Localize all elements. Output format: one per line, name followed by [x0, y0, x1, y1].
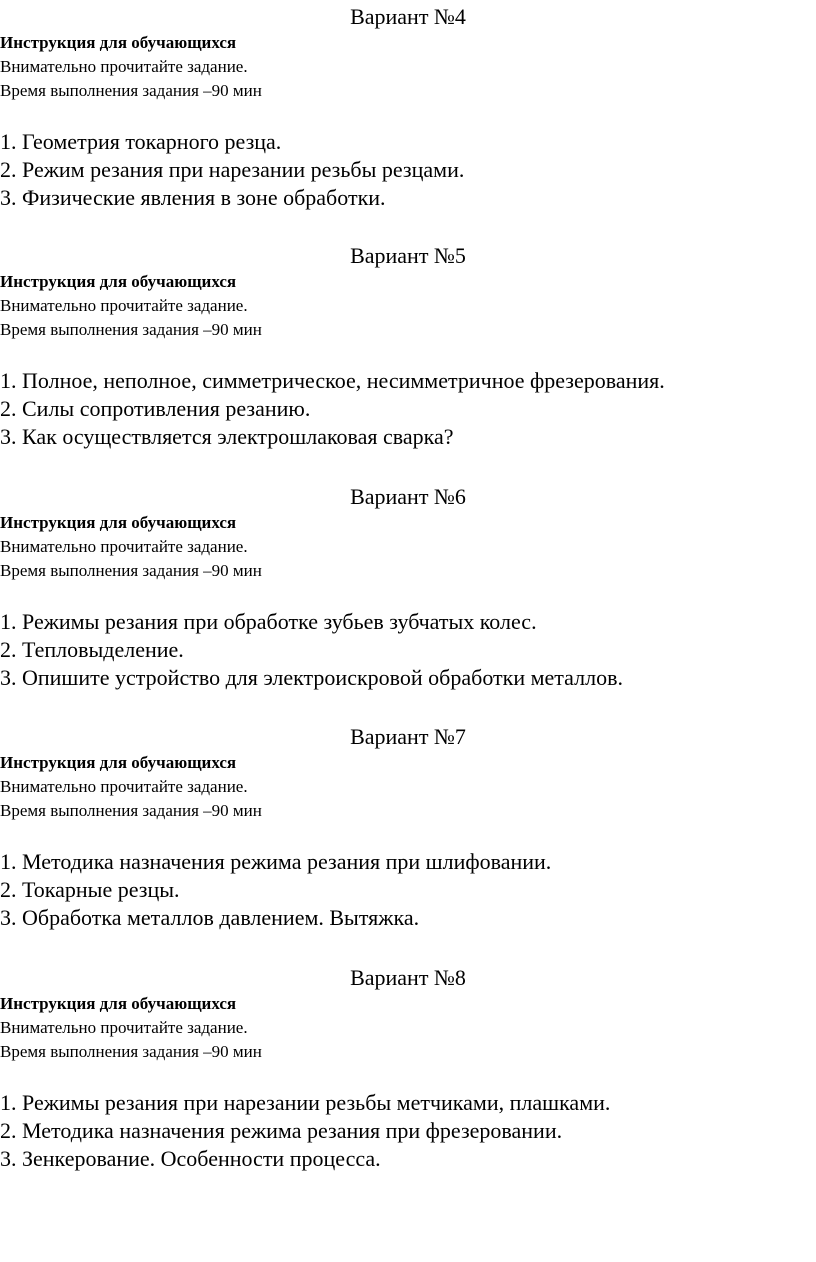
variant-title: Вариант №6 [350, 484, 466, 509]
instruction-time-limit: Время выполнения задания –90 мин [0, 561, 262, 580]
instruction-heading: Инструкция для обучающихся [0, 753, 237, 772]
instruction-read-task: Внимательно прочитайте задание. [0, 777, 248, 796]
variant-title: Вариант №5 [350, 243, 466, 268]
variant-title: Вариант №4 [350, 4, 466, 29]
instruction-heading: Инструкция для обучающихся [0, 994, 237, 1013]
task-item-2: 2. Методика назначения режима резания при фрезеровании. [0, 1118, 563, 1143]
instruction-read-task: Внимательно прочитайте задание. [0, 57, 248, 76]
task-item-3: 3. Опишите устройство для электроискровой обработки металлов. [0, 665, 623, 690]
task-item-1: 1. Режимы резания при нарезании резьбы метчиками, плашками. [0, 1090, 611, 1115]
task-item-1: 1. Режимы резания при обработке зубьев зубчатых колес. [0, 609, 537, 634]
instruction-time-limit: Время выполнения задания –90 мин [0, 801, 262, 820]
task-item-1: 1. Методика назначения режима резания при шлифовании. [0, 849, 552, 874]
variant-title: Вариант №7 [350, 724, 466, 749]
variant-title: Вариант №8 [350, 965, 466, 990]
task-item-3: 3. Как осуществляется электрошлаковая сварка? [0, 424, 454, 449]
instruction-time-limit: Время выполнения задания –90 мин [0, 320, 262, 339]
instruction-time-limit: Время выполнения задания –90 мин [0, 1042, 262, 1061]
instruction-heading: Инструкция для обучающихся [0, 272, 237, 291]
task-item-1: 1. Геометрия токарного резца. [0, 129, 282, 154]
task-item-3: 3. Зенкерование. Особенности процесса. [0, 1146, 381, 1171]
task-item-2: 2. Силы сопротивления резанию. [0, 396, 311, 421]
task-item-2: 2. Тепловыделение. [0, 637, 184, 662]
task-item-1: 1. Полное, неполное, симметрическое, несимметричное фрезерования. [0, 368, 665, 393]
task-item-3: 3. Физические явления в зоне обработки. [0, 185, 386, 210]
instruction-heading: Инструкция для обучающихся [0, 33, 237, 52]
task-item-3: 3. Обработка металлов давлением. Вытяжка. [0, 905, 420, 930]
task-item-2: 2. Токарные резцы. [0, 877, 180, 902]
instruction-read-task: Внимательно прочитайте задание. [0, 537, 248, 556]
instruction-read-task: Внимательно прочитайте задание. [0, 296, 248, 315]
instruction-heading: Инструкция для обучающихся [0, 513, 237, 532]
instruction-read-task: Внимательно прочитайте задание. [0, 1018, 248, 1037]
instruction-time-limit: Время выполнения задания –90 мин [0, 81, 262, 100]
task-item-2: 2. Режим резания при нарезании резьбы резцами. [0, 157, 465, 182]
